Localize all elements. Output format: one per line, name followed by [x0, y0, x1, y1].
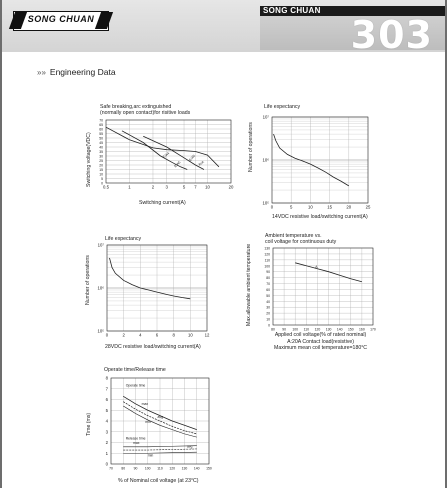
- y-tick-label: 40: [266, 299, 270, 304]
- y-tick-label: 5: [105, 407, 108, 413]
- chart-ambient-xlabel: Applied coil voltage(% of rated nominal): [274, 332, 367, 338]
- max-label: max: [141, 401, 149, 406]
- chart-ambient-title: [265, 233, 336, 245]
- x-tick-label: 100: [292, 327, 299, 332]
- y-tick-label: 10: [266, 317, 270, 322]
- x-tick-label: 100: [144, 466, 151, 471]
- chart-life-28v-xlabel: 28VDC resistive load/switching current(A): [105, 344, 201, 350]
- y-tick-label: 8: [105, 375, 108, 381]
- y-tick-label: 10: [99, 172, 103, 177]
- y-tick-label: 1: [105, 450, 108, 456]
- y-tick-label: 15: [99, 168, 103, 172]
- x-tick-label: 120: [314, 327, 321, 332]
- chart-operate: [105, 376, 213, 472]
- x-tick-label: 15: [327, 204, 332, 210]
- x-tick-label: 6: [155, 332, 159, 338]
- y-tick-label: 0: [105, 461, 108, 467]
- y-tick-label: 10⁷: [97, 242, 104, 248]
- y-tick-label: 0: [268, 323, 270, 328]
- chart-safe-breaking-title: [100, 104, 190, 116]
- x-tick-label: 140: [193, 466, 200, 471]
- chart-life-28v: [97, 242, 211, 339]
- x-tick-label: 170: [370, 327, 376, 332]
- y-tick-label: 10⁶: [97, 285, 104, 291]
- chart-operate-ylabel: Time (ms): [86, 412, 92, 436]
- x-tick-label: 0: [105, 332, 109, 338]
- chart-ambient: [265, 245, 377, 333]
- y-tick-label: 70: [99, 118, 103, 123]
- chart-safe-breaking-xlabel: Switching current(A): [139, 200, 186, 206]
- x-tick-label: 140: [336, 327, 343, 332]
- min-label: min: [145, 420, 151, 425]
- logo-text: SONG CHUAN: [27, 14, 95, 24]
- x-tick-label: 20: [228, 184, 234, 190]
- y-tick-label: 5: [101, 177, 103, 181]
- chart-ambient-title-line2: coil voltage for continuous duty: [265, 239, 337, 245]
- y-tick-label: 55: [99, 132, 103, 136]
- x-tick-label: 160: [359, 327, 365, 332]
- x-tick-label: 10: [205, 184, 210, 190]
- x-tick-label: 20: [346, 204, 352, 210]
- chart-ambient-notes: [274, 332, 367, 352]
- header-band: [2, 0, 445, 57]
- y-tick-label: 60: [99, 127, 103, 132]
- series-line: [110, 258, 191, 299]
- x-tick-label: 0: [270, 204, 274, 210]
- double-arrow-icon: [37, 68, 46, 77]
- x-tick-label: 90: [282, 327, 287, 332]
- x-tick-label: 25: [365, 204, 371, 210]
- y-tick-label: 100: [264, 264, 270, 269]
- y-tick-label: 30: [266, 305, 270, 310]
- release-max-label: max: [133, 441, 140, 446]
- chart-life-14v-plot: [262, 114, 372, 211]
- x-tick-label: 5: [290, 204, 293, 210]
- y-tick-label: 4: [105, 418, 108, 424]
- chart-safe-breaking-ylabel: Switching voltage(VDC): [86, 132, 92, 187]
- chart-ambient-note-2: Maximum mean coil temperature=180°C: [274, 345, 368, 351]
- release-avg-label: avg: [186, 444, 193, 449]
- y-tick-label: 60: [266, 287, 270, 292]
- y-tick-label: 45: [99, 141, 103, 145]
- chart-life-14v-ylabel: Number of operations: [248, 122, 254, 172]
- chart-life-28v-ylabel: Number of operations: [85, 255, 91, 305]
- y-tick-label: 20: [99, 163, 103, 168]
- chart-life-28v-title: Life expectancy: [105, 236, 142, 242]
- chart-life-14v: [262, 114, 372, 211]
- model-number: 303: [350, 13, 433, 57]
- y-tick-label: 110: [264, 258, 270, 263]
- chart-life-28v-plot: [97, 242, 211, 339]
- chart-ambient-note-1: A:20A Contact load(resistive): [287, 338, 354, 345]
- x-tick-label: 12: [204, 332, 210, 338]
- release-time-label: Release time: [125, 436, 146, 441]
- x-tick-label: 10: [308, 204, 313, 210]
- curve-annotation: E/A4: [161, 151, 171, 160]
- x-tick-label: 7: [194, 184, 197, 190]
- section-heading: [37, 67, 116, 77]
- y-tick-label: 10⁷: [262, 114, 269, 120]
- chart-ambient-plot: [265, 245, 377, 333]
- x-tick-label: 2: [122, 332, 125, 338]
- chart-life-14v-xlabel: 14VDC resistive load/switching current(A): [272, 214, 368, 220]
- x-tick-label: 70: [109, 466, 113, 471]
- y-tick-label: 50: [99, 136, 103, 141]
- chart-safe-breaking-title-line2: (normally open contact)for risitive loads: [100, 110, 191, 116]
- curve-annotation: E/A5: [173, 160, 182, 169]
- chart-safe-breaking: [99, 118, 234, 192]
- y-tick-label: 90: [266, 270, 270, 275]
- y-tick-label: 6: [105, 397, 108, 402]
- y-tick-label: 25: [99, 159, 103, 163]
- chart-operate-plot: [105, 376, 213, 472]
- curve-annotation: A: [315, 265, 318, 270]
- y-tick-label: 30: [99, 154, 103, 159]
- x-tick-label: 0.5: [103, 184, 109, 190]
- chart-operate-xlabel: % of Nominal coil voltage (at 23°C): [118, 478, 199, 484]
- company-logo: [13, 11, 109, 31]
- x-tick-label: 110: [157, 466, 163, 471]
- x-tick-label: 8: [172, 332, 175, 338]
- datasheet-page: [2, 0, 445, 488]
- avg-label: avg: [157, 414, 164, 419]
- y-tick-label: 120: [264, 252, 270, 257]
- chart-safe-breaking-title-line1: Safe breaking,arc extinguished: [100, 104, 172, 110]
- x-tick-label: 90: [133, 466, 138, 471]
- y-tick-label: 3: [105, 429, 108, 435]
- chart-safe-breaking-plot: [99, 118, 234, 192]
- operate-time-label: Operate time: [125, 383, 146, 388]
- y-tick-label: 20: [266, 311, 270, 316]
- chart-operate-title: Operate time/Release time: [104, 367, 166, 373]
- x-tick-label: 3: [165, 184, 168, 190]
- x-tick-label: 150: [206, 466, 212, 471]
- y-tick-label: 70: [266, 282, 270, 287]
- chart-life-14v-title: Life expectancy: [264, 104, 301, 110]
- y-tick-label: 7: [105, 386, 108, 392]
- x-tick-label: 2: [151, 184, 155, 190]
- y-tick-label: 130: [264, 246, 270, 251]
- y-tick-label: 50: [266, 293, 270, 298]
- x-tick-label: 10: [187, 332, 193, 338]
- y-tick-label: 0: [101, 181, 103, 186]
- y-tick-label: 40: [99, 145, 103, 150]
- x-tick-label: 4: [139, 332, 142, 338]
- x-tick-label: 5: [182, 184, 186, 190]
- brand-name: SONG CHUAN: [263, 6, 321, 15]
- release-min-label: min: [147, 453, 154, 458]
- y-tick-label: 10⁵: [262, 200, 269, 206]
- chart-ambient-ylabel: Max.allowable ambient temperature: [246, 243, 252, 326]
- y-tick-label: 35: [99, 150, 103, 154]
- y-tick-label: 2: [105, 440, 108, 445]
- x-tick-label: 120: [169, 466, 176, 471]
- x-tick-label: 150: [347, 327, 354, 332]
- model-number-box: [260, 13, 445, 57]
- x-tick-label: 110: [303, 327, 310, 332]
- x-tick-label: 80: [121, 466, 126, 471]
- curve-annotation: E/A6: [188, 153, 197, 163]
- y-tick-label: 80: [266, 276, 270, 281]
- x-tick-label: 80: [271, 327, 275, 332]
- y-tick-label: 65: [99, 123, 103, 127]
- x-tick-label: 130: [325, 327, 332, 332]
- section-title: Engineering Data: [49, 67, 116, 77]
- x-tick-label: 130: [181, 466, 188, 471]
- chart-ambient-title-line1: Ambient temperature vs.: [265, 233, 322, 239]
- x-tick-label: 1: [128, 184, 131, 190]
- y-tick-label: 10⁶: [262, 157, 269, 163]
- curve-annotation: R/A: [197, 159, 205, 167]
- plot-frame: [273, 248, 373, 325]
- y-tick-label: 10⁵: [97, 328, 104, 334]
